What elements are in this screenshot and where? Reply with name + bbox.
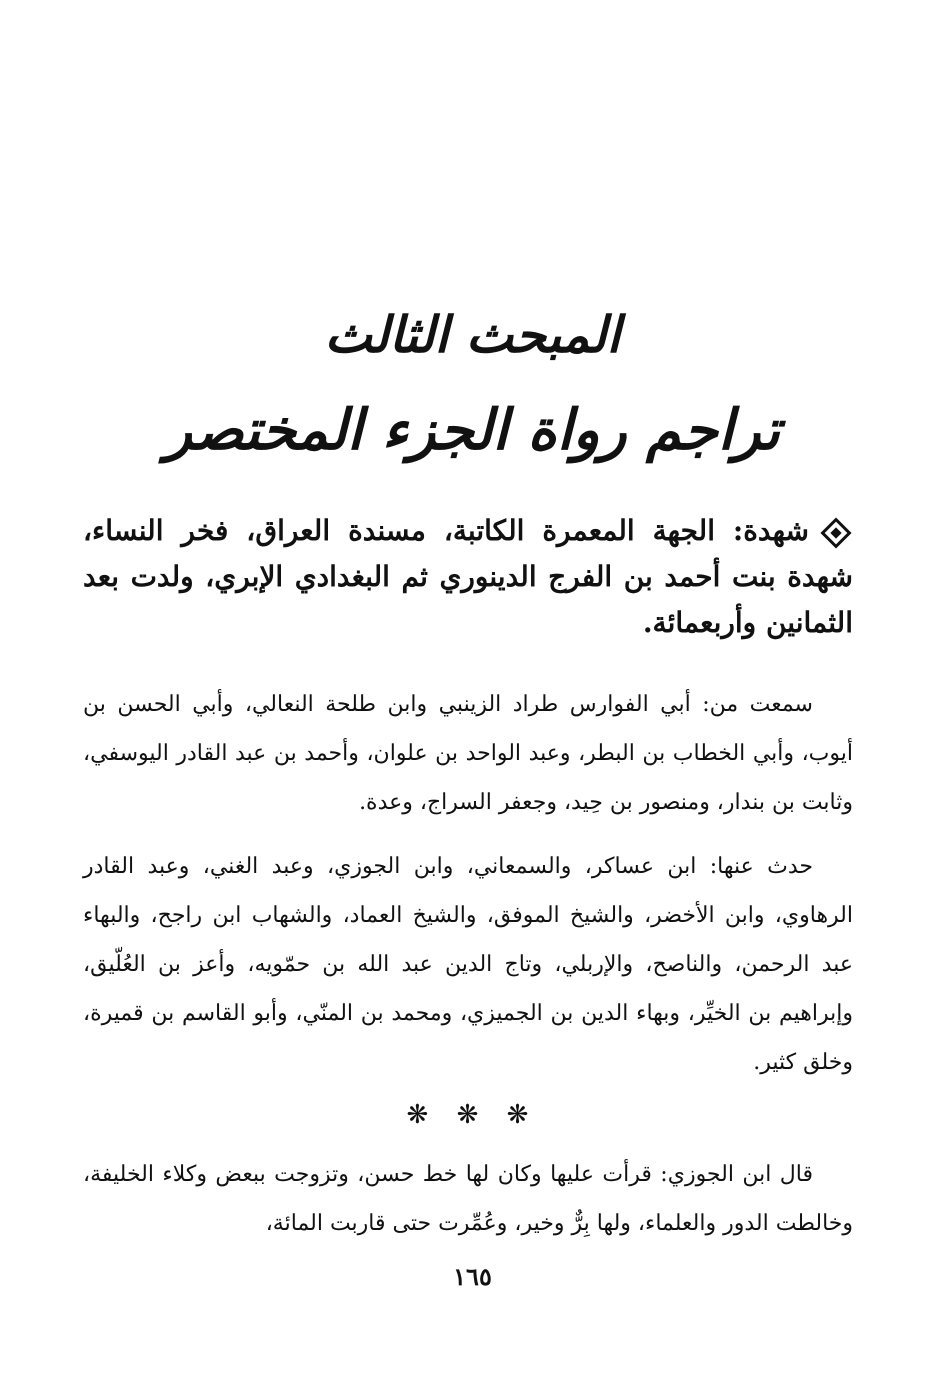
biography-entry-text: شهدة: الجهة المعمرة الكاتبة، مسندة العراق، فخر النساء، شهدة بنت أحمد بن الفرج الدينوري ثم البغدادي الإبري، ولدت بعد الثمانين وأربعمائة. [83,514,853,639]
section-title: تراجم رواة الجزء المختصر [165,397,780,463]
paragraph-students: حدث عنها: ابن عساكر، والسمعاني، وابن الجوزي، وعبد الغني، وعبد القادر الرهاوي، وابن الأخضر، والشيخ الموفق، والشيخ العماد، والشهاب ابن راجح، والبهاء عبد الرحمن، والناصح، والإربلي، وتاج الدين عبد الله بن حمّويه، وأعز بن العُلّيق، وإبراهيم بن الخيِّر، وبهاء الدين بن الجميزي، ومحمد بن المنّي، وأبو القاسم بن قميرة، وخلق كثير. [83,854,853,1075]
paragraph-teachers: سمعت من: أبي الفوارس طراد الزينبي وابن طلحة النعالي، وأبي الحسن بن أيوب، وأبي الخطاب بن البطر، وعبد الواحد بن علوان، وأحمد بن عبد القادر اليوسفي، وثابت بن بندار، ومنصور بن حِيد، وجعفر السراج، وعدة. [83,692,853,815]
biography-entry [83,508,853,646]
section-heading: المبحث الثالث [324,305,621,364]
paragraph-quote: قال ابن الجوزي: قرأت عليها وكان لها خط حسن، وتزوجت ببعض وكلاء الخليفة، وخالطت الدور والعلماء، ولها بِرٌّ وخير، وعُمِّرت حتى قاربت المائة، [83,1162,853,1236]
page-number: ١٦٥ [453,1262,492,1291]
diamond-bullet-icon [820,517,851,548]
section-separator: ❋ ❋ ❋ [406,1100,539,1130]
